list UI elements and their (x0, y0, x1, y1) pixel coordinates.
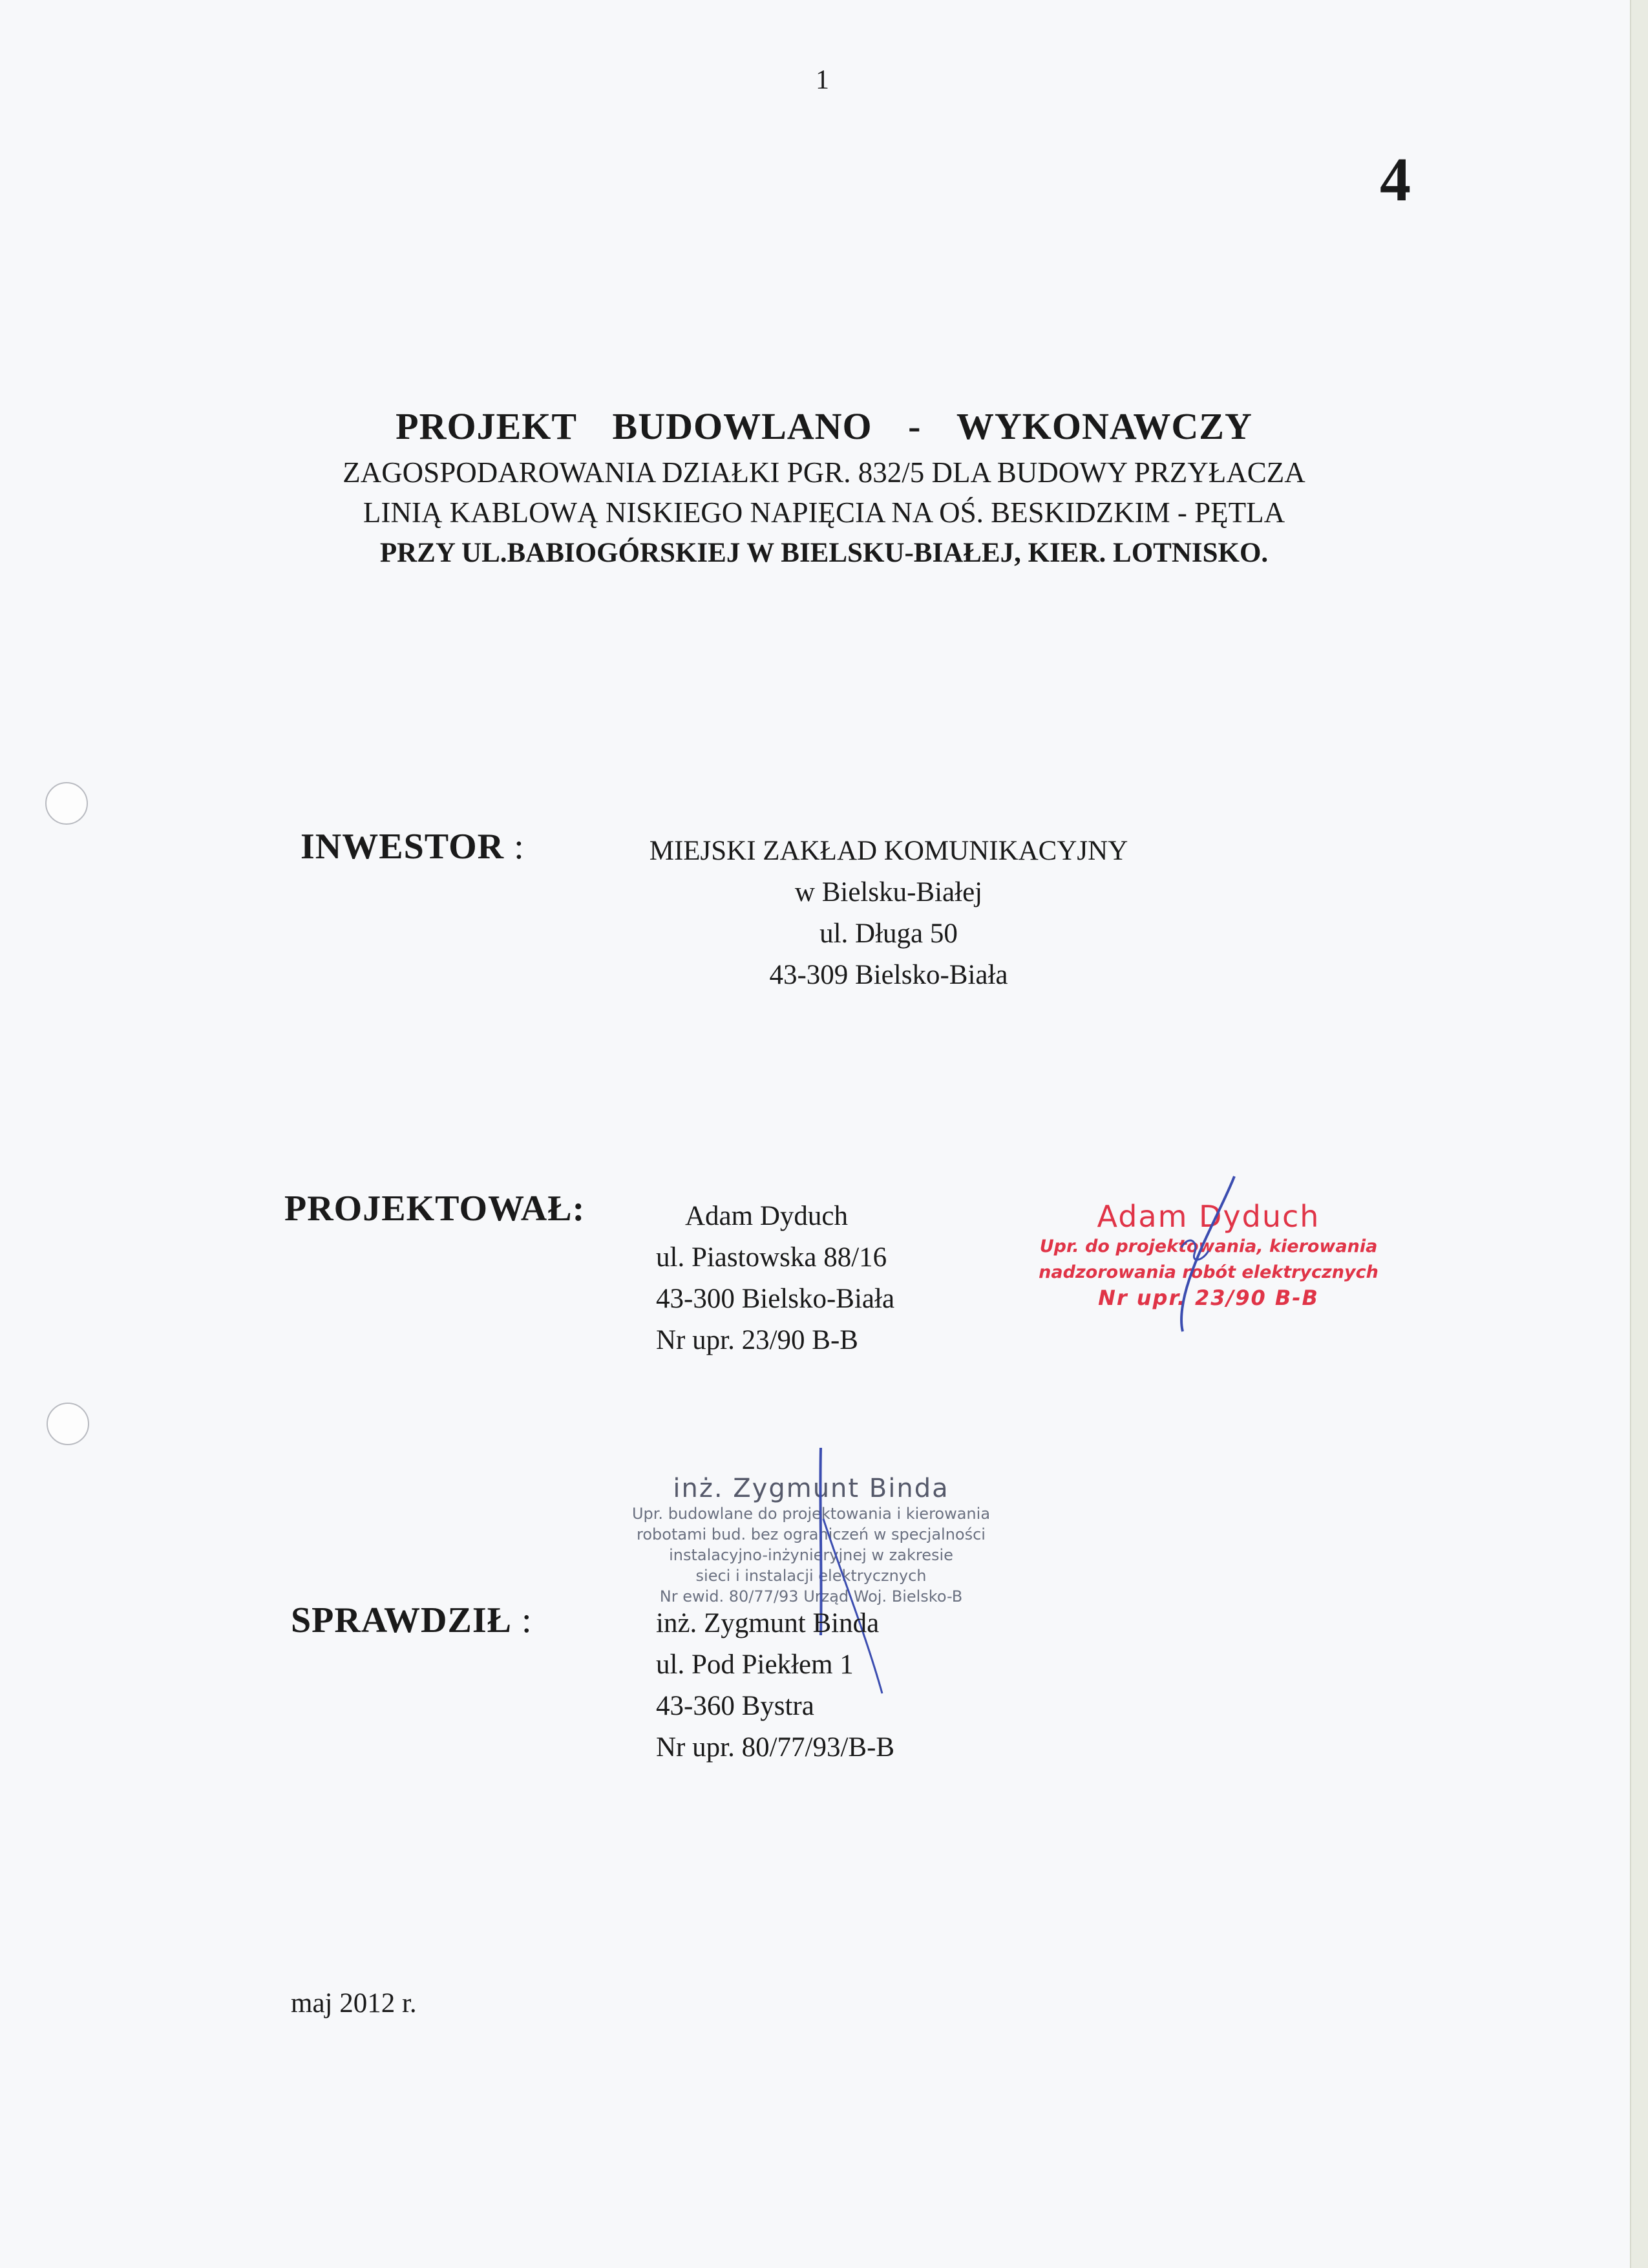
stamp-line: instalacyjno-inżynieryjnej w zakresie (669, 1546, 953, 1564)
volume-number: 4 (1380, 145, 1411, 214)
title-line-2: LINIĄ KABLOWĄ NISKIEGO NAPIĘCIA NA OŚ. BESKIDZKIM - PĘTLA (363, 496, 1285, 529)
scan-edge (1630, 0, 1648, 2268)
designer-line: ul. Piastowska 88/16 (656, 1242, 887, 1273)
investor-label: INWESTOR : (301, 827, 525, 867)
checker-line: 43-360 Bystra (656, 1691, 814, 1721)
punch-hole-bottom (47, 1403, 89, 1445)
stamp-line: sieci i instalacji elektrycznych (695, 1567, 927, 1585)
investor-line: ul. Długa 50 (819, 918, 958, 949)
investor-line: w Bielsku-Białej (794, 877, 983, 907)
designer-label: PROJEKTOWAŁ: (284, 1189, 586, 1229)
designer-details (656, 1196, 894, 1361)
stamp-line: Upr. do projektowania, kierowania (1039, 1236, 1378, 1256)
stamp-line: Nr upr. 23/90 B-B (1098, 1286, 1319, 1310)
investor-line: 43-309 Bielsko-Biała (769, 960, 1008, 990)
stamp-line: robotami bud. bez ograniczeń w specjalności (637, 1525, 986, 1543)
stamp-line: Adam Dyduch (1097, 1199, 1320, 1234)
page-number: 1 (816, 65, 829, 95)
checker-label: SPRAWDZIŁ : (291, 1600, 533, 1640)
checker-line: ul. Pod Piekłem 1 (656, 1649, 854, 1680)
stamp-line: inż. Zygmunt Binda (673, 1474, 949, 1503)
title-line-1: ZAGOSPODAROWANIA DZIAŁKI PGR. 832/5 DLA BUDOWY PRZYŁACZA (343, 456, 1305, 489)
document-title: PROJEKT BUDOWLANO - WYKONAWCZY (396, 405, 1252, 447)
stamp-line: nadzorowania robót elektrycznych (1039, 1262, 1379, 1282)
checker-details (656, 1603, 894, 1768)
checker-line: Nr upr. 80/77/93/B-B (656, 1732, 895, 1763)
designer-line: Adam Dyduch (685, 1201, 848, 1231)
title-line-3: PRZY UL.BABIOGÓRSKIEJ W BIELSKU-BIAŁEJ, KIER. LOTNISKO. (379, 538, 1269, 568)
designer-signature (1163, 1170, 1254, 1338)
designer-line: Nr upr. 23/90 B-B (656, 1325, 858, 1355)
investor-line: MIEJSKI ZAKŁAD KOMUNIKACYJNY (649, 836, 1128, 866)
title-block (129, 401, 1519, 574)
document-date: maj 2012 r. (291, 1988, 417, 2019)
stamp-line: Nr ewid. 80/77/93 Urząd Woj. Bielsko-B (659, 1587, 963, 1606)
designer-line: 43-300 Bielsko-Biała (656, 1284, 895, 1314)
punch-hole-top (45, 782, 88, 825)
checker-line: inż. Zygmunt Binda (656, 1608, 880, 1638)
investor-details (582, 831, 1196, 996)
stamp-line: Upr. budowlane do projektowania i kierowania (631, 1505, 991, 1523)
